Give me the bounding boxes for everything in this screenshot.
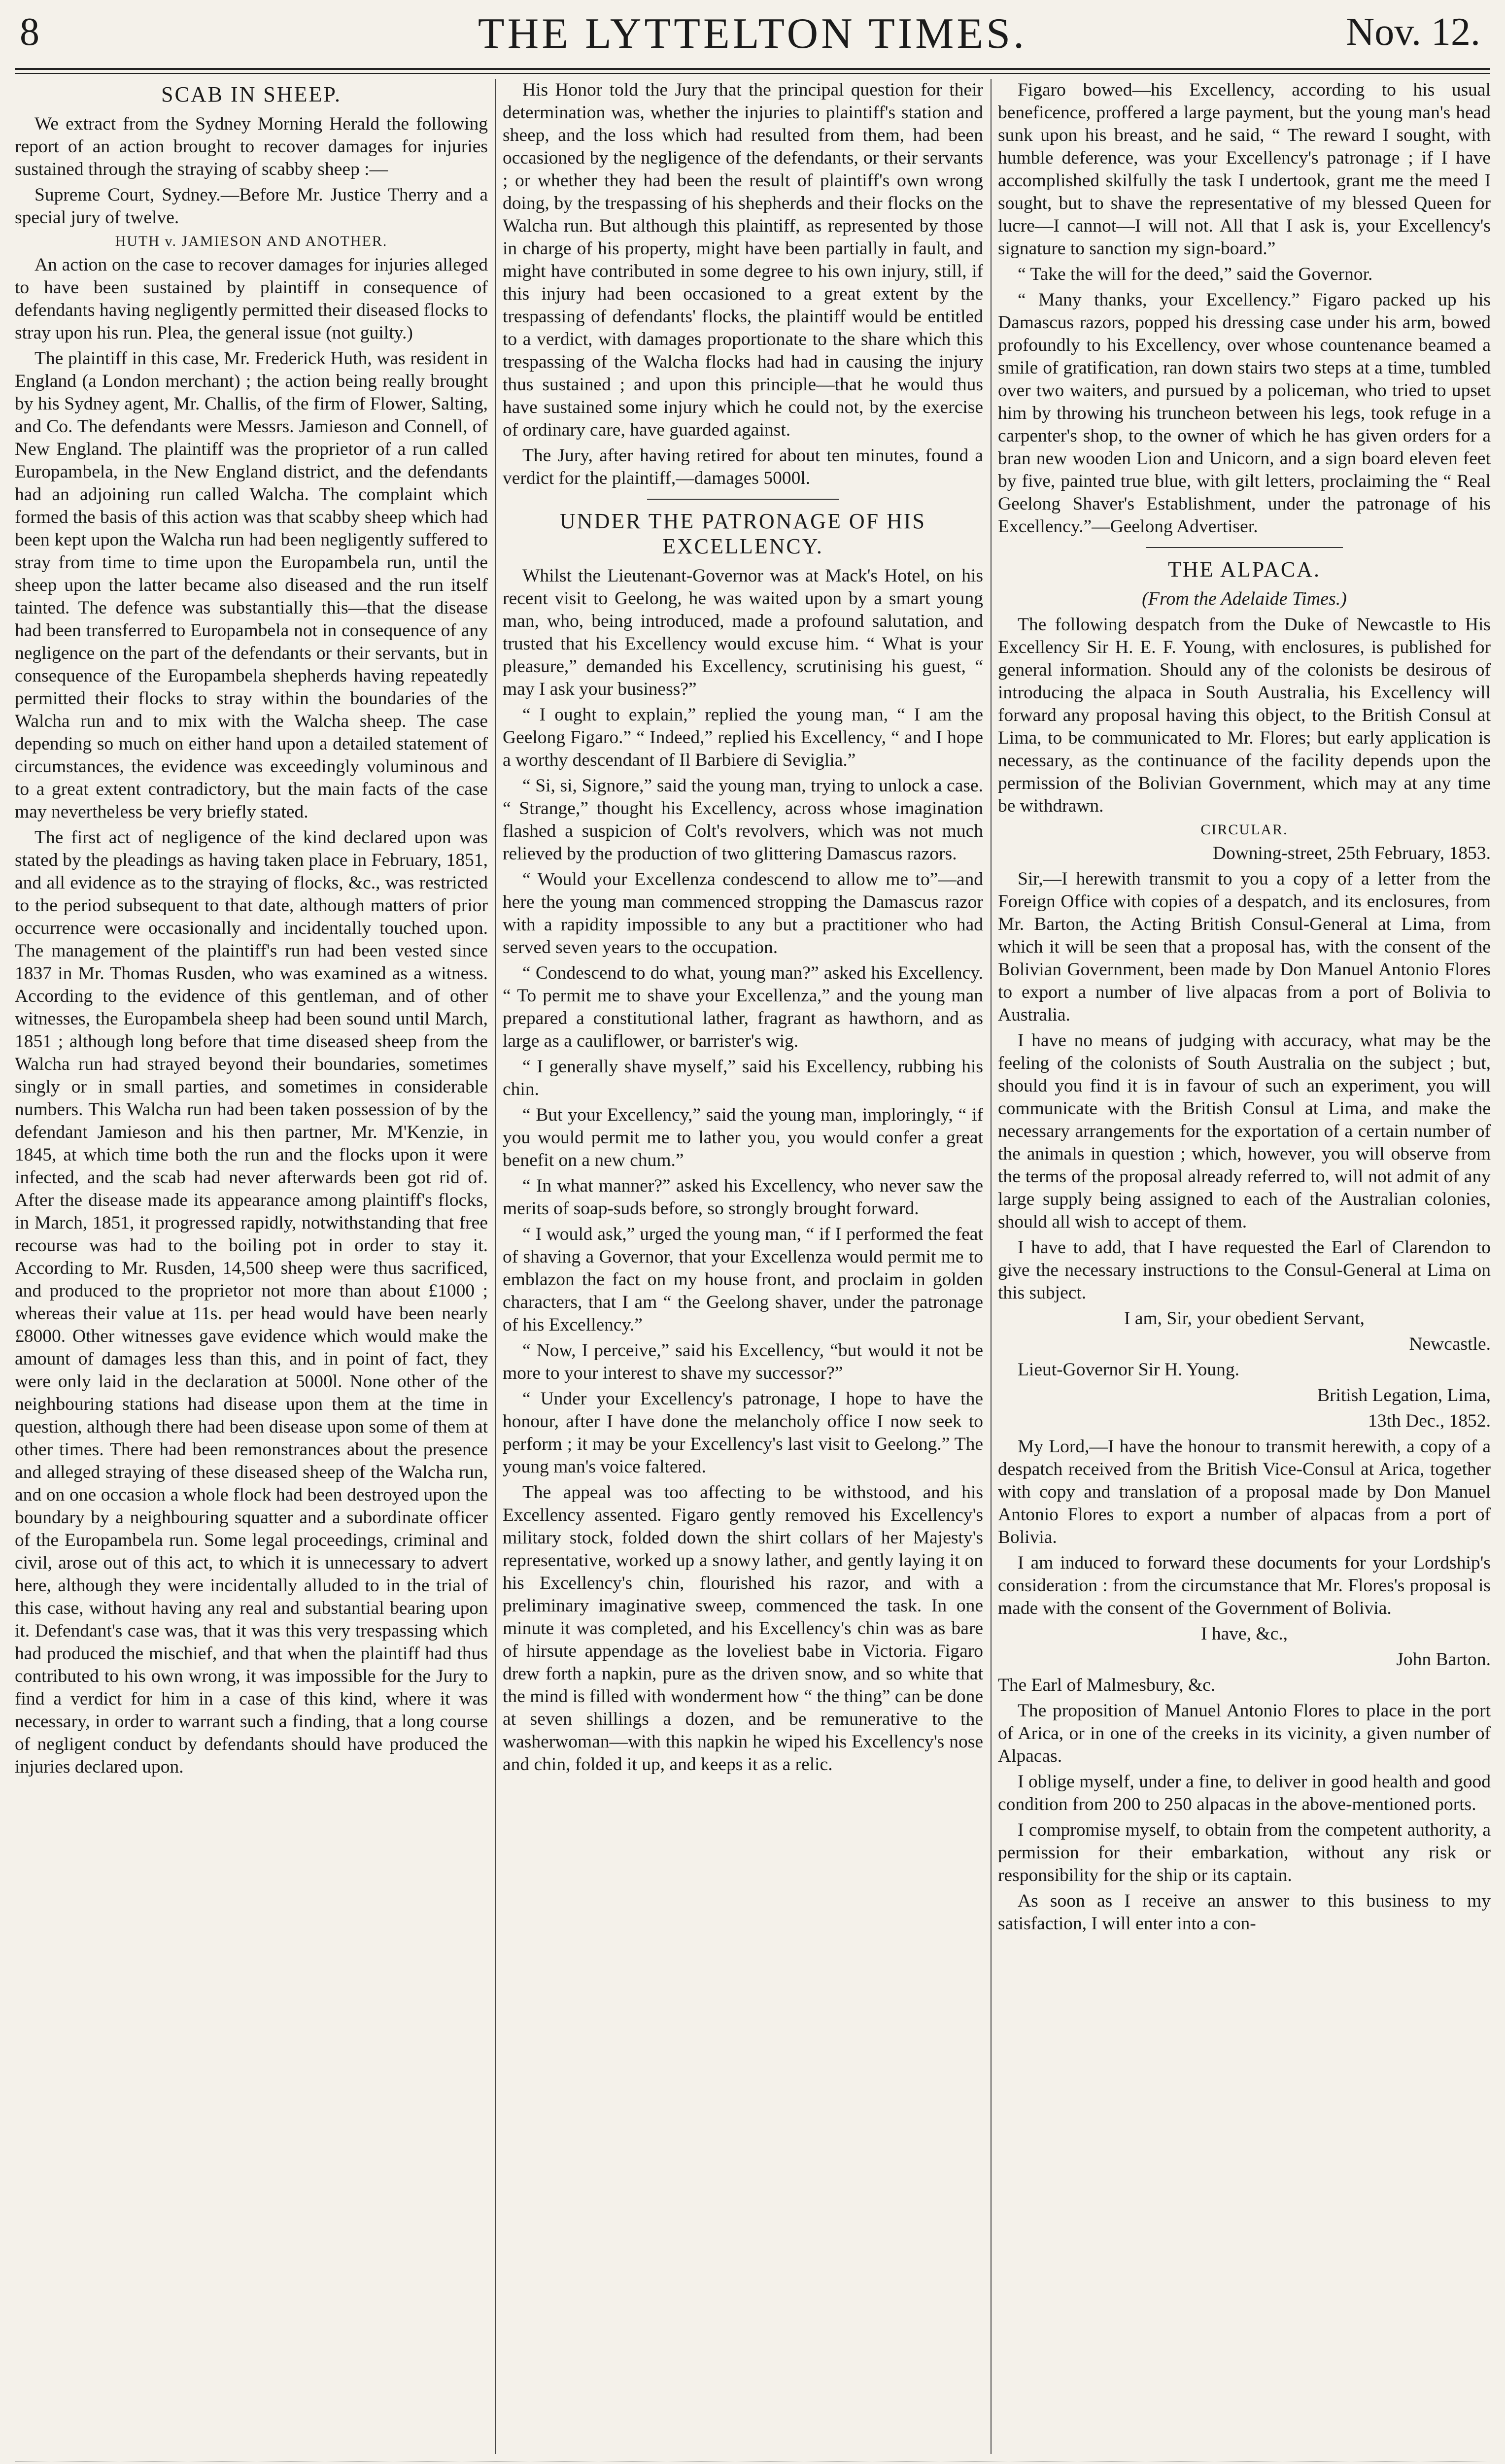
scab-case-name: HUTH v. JAMIESON AND ANOTHER. xyxy=(115,233,388,249)
legation-paragraph: My Lord,—I have the honour to transmit herewith, a copy of a despatch received from the British Vice-Consul at Arica, together with copy and translation of a proposal made by Don Manuel Antonio Flores to export a number of alpacas from a port of Bolivia. xyxy=(998,1437,1491,1547)
circular-dateline: Downing-street, 25th February, 1853. xyxy=(1212,843,1491,863)
column-3 xyxy=(998,79,1491,2454)
column-rule xyxy=(991,79,992,2454)
patronage-paragraph: “ Now, I perceive,” said his Excellency, “but would it not be more to your interest to shave my successor?” xyxy=(503,1340,983,1383)
legation-paragraph: I am induced to forward these documents for your Lordship's consideration : from the circumstance that Mr. Flores's proposal is made with the consent of the Government of Bolivia. xyxy=(998,1553,1491,1618)
legation-place: British Legation, Lima, xyxy=(1317,1385,1491,1405)
circular-closing: I am, Sir, your obedient Servant, xyxy=(1124,1308,1365,1329)
patronage-paragraph: “ I generally shave myself,” said his Excellency, rubbing his chin. xyxy=(503,1057,983,1099)
patronage-paragraph: “ I would ask,” urged the young man, “ if I performed the feat of shaving a Governor, that your Excellenza would permit me to emblazon the fact on my house front, and proclaim in golden characters, that I am “ the Geelong shaver, under the patronage of his Excellency.” xyxy=(503,1224,983,1335)
legation-closing: I have, &c., xyxy=(1201,1624,1288,1644)
scab-paragraph: His Honor told the Jury that the principal question for their determination was, whether the injuries to plaintiff's station and sheep, and the loss which had resulted from them, had been occasioned by the negligence of the defendants, or their servants ; or whether they had been the result of plaintiff's own wrong doing, by the trespassing of his shepherds and their flocks on the Walcha run. But although this plaintiff, as represented by those in charge of his property, might have been partially in fault, and might have contributed in some degree to his own injury, still, if this injury had been occasioned to a great extent by the trespassing of defendants' flocks, the plaintiff would be entitled to a verdict, with damages proportionate to the share which this trespassing of the Walcha flocks had had in causing the injury thus sustained ; and upon this principle—that he would thus have sustained some injury which he could not, by the exercise of ordinary care, have guarded against. xyxy=(503,80,983,440)
circular-paragraph: I have no means of judging with accuracy, what may be the feeling of the colonists of South Australia on the subject ; but, should you find it is in favour of such an experiment, you will communicate with the British Consul at Lima, and make the necessary arrangements for the exportation of a certain number of the animals in question ; which, however, you will observe from the terms of the proposal already referred to, will not admit of any large supply being assigned to each of the Australian colonies, should all wish to accept of them. xyxy=(998,1030,1491,1232)
section-divider xyxy=(647,499,839,500)
patronage-paragraph: “ Many thanks, your Excellency.” Figaro packed up his Damascus razors, popped his dressing case under his arm, bowed profoundly to his Excellency, over whose countenance beamed a smile of gratification, ran down stairs two steps at a time, tumbled over two waiters, and pursued by a policeman, who tried to upset him by throwing his truncheon between his legs, took refuge in a carpenter's shop, to the owner of which he has given orders for a bran new wooden Lion and Unicorn, and a sign board eleven feet by five, painted true blue, with gilt letters, proclaiming the “ Real Geelong Shaver's Establishment, under the patronage of his Excellency.”—Geelong Advertiser. xyxy=(998,290,1491,537)
proposal-paragraph: The proposition of Manuel Antonio Flores to place in the port of Arica, or in one of the creeks in its vicinity, a given number of Alpacas. xyxy=(998,1701,1491,1766)
alpaca-source: (From the Adelaide Times.) xyxy=(1142,588,1347,609)
page-bottom-edge xyxy=(15,2462,1490,2464)
scab-paragraph: The plaintiff in this case, Mr. Frederick Huth, was resident in England (a London merchant) ; the action being really brought by his Sydney agent, Mr. Challis, of the firm of Flower, Salting, and Co. The defendants were Messrs. Jamieson and Connell, of New England. The plaintiff was the proprietor of a run called Europambela, in the New England district, and the defendants had an adjoining run called Walcha. The complaint which formed the basis of this action was that scabby sheep which had been kept upon the Walcha run had been negligently suffered to stray from time to time upon the Europambela run, until the sheep upon the latter became also diseased and the run itself tainted. The defence was substantially this—that the disease had been transferred to Europambela not in consequence of any negligence on the part of the defendants or their servants, but in consequence of the Europambela shepherds having repeatedly permitted their flocks to stray within the boundaries of the Walcha run and to mix with the Walcha sheep. The case depending so much on either hand upon a detailed statement of circumstances, the evidence was exceedingly voluminous and to a great extent contradictory, but the main facts of the case may nevertheless be very briefly stated. xyxy=(15,348,488,822)
proposal-paragraph: I compromise myself, to obtain from the competent authority, a permission for their embarkation, without any risk or responsibility for the ship or its captain. xyxy=(998,1820,1491,1885)
patronage-paragraph: Figaro bowed—his Excellency, according to his usual beneficence, proffered a large payment, but the young man's head sunk upon his breast, and he said, “ The reward I sought, with humble deference, was your Excellency's patronage ; if I have accomplished skilfully the task I undertook, grant me the meed I sought, but to shave the representative of my blessed Queen for lucre—I cannot—I will not. All that I ask is, your Excellency's signature to sanction my sign-board.” xyxy=(998,80,1491,259)
paper-title: THE LYTTELTON TIMES. xyxy=(478,10,1027,58)
patronage-paragraph: “ Take the will for the deed,” said the Governor. xyxy=(1018,264,1373,284)
page-number: 8 xyxy=(20,10,39,54)
scab-paragraph: An action on the case to recover damages for injuries alleged to have been sustained by plaintiff in consequence of defendants having negligently permitted their diseased flocks to stray upon his run. Plea, the general issue (not guilty.) xyxy=(15,255,488,343)
patronage-paragraph: “ But your Excellency,” said the young man, imploringly, “ if you would permit me to lather you, you would confer a great benefit on a new chum.” xyxy=(503,1105,983,1170)
patronage-paragraph: “ Si, si, Signore,” said the young man, trying to unlock a case. “ Strange,” thought his Excellency, across whose imagination flashed a suspicion of Colt's revolvers, which was not much relieved by the production of two glittering Damascus razors. xyxy=(503,776,983,864)
column-rule xyxy=(495,79,496,2454)
column-1 xyxy=(15,79,488,2454)
masthead-rule xyxy=(15,68,1490,74)
legation-signature: John Barton. xyxy=(1396,1649,1491,1670)
patronage-paragraph: “ Under your Excellency's patronage, I hope to have the honour, after I have done the melancholy office I now seek to perform ; it may be your Excellency's last visit to Geelong.” The young man's voice faltered. xyxy=(503,1389,983,1477)
column-2 xyxy=(503,79,983,2454)
patronage-paragraph: “ In what manner?” asked his Excellency, who never saw the merits of soap-suds before, so strongly brought forward. xyxy=(503,1176,983,1219)
headline-alpaca: THE ALPACA. xyxy=(1167,557,1321,582)
issue-date: Nov. 12. xyxy=(1346,10,1480,54)
section-divider xyxy=(1146,547,1343,548)
patronage-paragraph: “ Condescend to do what, young man?” asked his Excellency. “ To permit me to shave your Excellenza,” and the young man prepared a constitutional lather, fragrant as hawthorn, and as large as a cauliflower, or barrister's wig. xyxy=(503,963,983,1051)
patronage-paragraph: “ Would your Excellenza condescend to allow me to”—and here the young man commenced stropping the Damascus razor with a rapidity impossible to any but a practitioner who had served seven years to the occupation. xyxy=(503,869,983,958)
circular-addressee: Lieut-Governor Sir H. Young. xyxy=(1018,1360,1239,1380)
patronage-paragraph: “ I ought to explain,” replied the young man, “ I am the Geelong Figaro.” “ Indeed,” replied his Excellency, “ and I hope a worthy descendant of Il Barbiere di Seviglia.” xyxy=(503,705,983,770)
circular-signature: Newcastle. xyxy=(1409,1334,1491,1354)
scab-verdict: The Jury, after having retired for about ten minutes, found a verdict for the plaintiff,—damages 5000l. xyxy=(503,445,983,488)
proposal-paragraph: I oblige myself, under a fine, to deliver in good health and good condition from 200 to 250 alpacas in the above-mentioned ports. xyxy=(998,1772,1491,1814)
alpaca-intro: The following despatch from the Duke of Newcastle to His Excellency Sir H. E. F. Young, with enclosures, is published for general information. Should any of the colonists be desirous of introducing the alpaca in South Australia, his Excellency will forward any proposal having this object, to the British Consul at Lima, to be communicated to Mr. Flores; but early application is necessary, as the continuance of the facility depends upon the permission of the Bolivian Government, which may at any time be withdrawn. xyxy=(998,615,1491,816)
headline-patronage: UNDER THE PATRONAGE OF HIS EXCELLENCY. xyxy=(560,509,926,558)
headline-scab-in-sheep: SCAB IN SHEEP. xyxy=(161,82,342,106)
circular-paragraph: Sir,—I herewith transmit to you a copy of a letter from the Foreign Office with copies of a despatch, and its enclosures, from Mr. Barton, the Acting British Consul-General at Lima, from which it will be seen that a proposal has, with the consent of the Bolivian Government, been made by Don Manuel Antonio Flores to export a number of live alpacas from a port of Bolivia to Australia. xyxy=(998,869,1491,1025)
scab-court: Supreme Court, Sydney.—Before Mr. Justice Therry and a special jury of twelve. xyxy=(15,185,488,228)
scab-paragraph: The first act of negligence of the kind declared upon was stated by the pleadings as having taken place in February, 1851, and all evidence as to the straying of flocks, &c., was restricted to the period subsequent to that date, although matters of prior occurrence were occasionally and incidentally touched upon. The management of the plaintiff's run had been vested since 1837 in Mr. Thomas Rusden, who was examined as a witness. According to the evidence of this gentleman, and of other witnesses, the Europambela sheep had been sound until March, 1851 ; although long before that time diseased sheep from the Walcha run had strayed beyond their boundaries, sometimes singly or in small parties, and sometimes in considerable numbers. This Walcha run had been taken possession of by the defendant Jamieson and his then partner, Mr. M'Kenzie, in 1845, at which time both the run and the flocks upon it were infected, and the scab had never afterwards been got rid of. After the disease made its appearance among plaintiff's flocks, in March, 1851, it progressed rapidly, notwithstanding that free recourse was had to the boiling pot in order to stay it. According to Mr. Rusden, 14,500 sheep were thus sacrificed, and produced to the proprietor not more than about £1000 ; whereas their value at 11s. per head would have been nearly £8000. Other witnesses gave evidence which would make the amount of damages less than this, and in point of fact, they were only laid in the declaration at 5000l. None other of the neighbouring stations had disease upon them at the time in question, although there had been disease upon some of them at other times. There had been remonstrances about the presence and alleged straying of these diseased sheep of the Walcha run, and on one occasion a whole flock had been destroyed upon the boundary by a neighbouring squatter and a subordinate officer of the Europambela run. Some legal proceedings, criminal and civil, arose out of this act, to which it is unnecessary to advert here, although they were incidentally alluded to in the trial of this case, without having any real and substantial bearing upon it. Defendant's case was, that it was this very trespassing which had produced the mischief, and that when the plaintiff had thus contributed to his own wrong, it was impossible for the Jury to find a verdict for him in a case of this kind, where it was necessary, in order to warrant such a finding, that a long course of negligent conduct by defendants should have produced the injuries declared upon. xyxy=(15,827,488,1777)
patronage-paragraph: The appeal was too affecting to be withstood, and his Excellency assented. Figaro gently removed his Excellency's military stock, folded down the shirt collars of her Majesty's representative, worked up a snowy lather, and gently laying it on his Excellency's chin, flourished his razor, and with a preliminary imaginative sweep, commenced the task. In one minute it was completed, and his Excellency's chin was as bare of hirsute appendage as the loveliest babe in Victoria. Figaro drew forth a napkin, pure as the driven snow, and so white that the mind is filled with wonderment how “ the thing” can be done at seven shillings a dozen, and be remunerative to the washerwoman—with this napkin he wiped his Excellency's nose and chin, folded it up, and keeps it as a relic. xyxy=(503,1482,983,1775)
circular-paragraph: I have to add, that I have requested the Earl of Clarendon to give the necessary instructions to the Consul-General at Lima on this subject. xyxy=(998,1237,1491,1303)
masthead xyxy=(15,0,1490,63)
proposal-paragraph: As soon as I receive an answer to this business to my satisfaction, I will enter into a con- xyxy=(998,1891,1491,1934)
patronage-paragraph: Whilst the Lieutenant-Governor was at Mack's Hotel, on his recent visit to Geelong, he was waited upon by a smart young man, who, being introduced, made a profound salutation, and trusted that his Excellency would excuse him. “ What is your pleasure,” demanded his Excellency, scrutinising his guest, “ may I ask your business?” xyxy=(503,566,983,699)
scab-intro: We extract from the Sydney Morning Herald the following report of an action brought to recover damages for injuries sustained through the straying of scabby sheep :— xyxy=(15,114,488,179)
circular-label: CIRCULAR. xyxy=(1200,821,1288,838)
legation-addressee: The Earl of Malmesbury, &c. xyxy=(998,1675,1216,1695)
legation-date: 13th Dec., 1852. xyxy=(1368,1411,1491,1431)
